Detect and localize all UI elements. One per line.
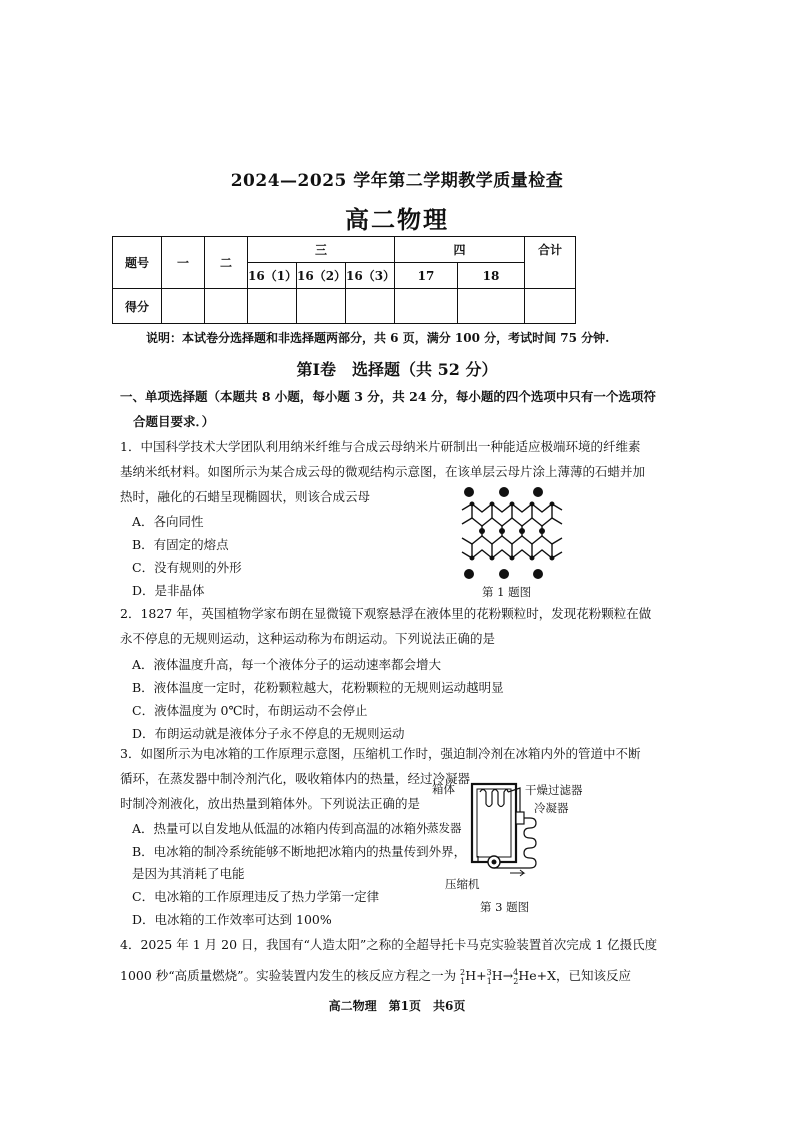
q1-option-c: C．没有规则的外形 — [132, 560, 242, 575]
col-16-1: 16（1） — [248, 263, 297, 289]
nuclear-equation: $^2_1$H+$^3_1$H→$^4_2$He+X — [460, 968, 557, 986]
page-footer: 高二物理 第1页 共6页 — [328, 999, 466, 1013]
score-table — [112, 236, 576, 324]
col-17: 17 — [395, 263, 458, 289]
col-part-1: 一 — [162, 237, 205, 289]
col-total: 合计 — [525, 237, 576, 263]
score-cell — [248, 289, 297, 324]
col-18: 18 — [458, 263, 525, 289]
col-16-3: 16（3） — [346, 263, 395, 289]
score-cell — [162, 289, 205, 324]
col-part-3: 三 — [248, 237, 395, 263]
fig-label-evaporator: 蒸发器 — [427, 821, 462, 835]
part-intro: 一、单项选择题（本题共 8 小题，每小题 3 分，共 24 分，每小题的四个选项中只有一个选项符 — [120, 389, 656, 404]
col-part-2: 二 — [205, 237, 248, 289]
col-16-2: 16（2） — [297, 263, 346, 289]
q1-line3: 热时，融化的石蜡呈现椭圆状，则该合成云母 — [120, 489, 371, 504]
q3-option-d: D．电冰箱的工作效率可达到 100% — [132, 912, 332, 927]
q1-option-b: B．有固定的熔点 — [132, 537, 229, 552]
fig-label-condenser: 冷凝器 — [534, 801, 569, 815]
exam-note: 说明：本试卷分选择题和非选择题两部分，共 6 页，满分 100 分，考试时间 75 分钟. — [146, 331, 610, 345]
fig-label-filter: 干燥过滤器 — [525, 783, 583, 797]
q1-line1: 1．中国科学技术大学团队利用纳米纤维与合成云母纳米片研制出一种能适应极端环境的纤维素 — [120, 439, 641, 454]
q1-figure-caption: 第 1 题图 — [482, 585, 532, 599]
q4-line2 — [120, 960, 631, 994]
q1-option-a: A．各向同性 — [132, 514, 204, 529]
q3-option-b-cont: 是因为其消耗了电能 — [132, 866, 245, 881]
score-cell — [525, 289, 576, 324]
total-cell — [525, 263, 576, 289]
q3-line2: 循环，在蒸发器中制冷剂汽化，吸收箱体内的热量，经过冷凝器 — [120, 771, 471, 786]
q2-option-b: B．液体温度一定时，花粉颗粒越大，花粉颗粒的无规则运动越明显 — [132, 680, 504, 695]
q3-option-a: A．热量可以自发地从低温的冰箱内传到高温的冰箱外 — [132, 821, 429, 836]
exam-title: 2024—2025 学年第二学期教学质量检查 — [230, 171, 564, 191]
q3-option-b: B．电冰箱的制冷系统能够不断地把冰箱内的热量传到外界， — [132, 844, 467, 859]
score-cell — [395, 289, 458, 324]
col-part-4: 四 — [395, 237, 525, 263]
row-label-number: 题号 — [113, 237, 162, 289]
subject-title: 高二物理 — [345, 205, 449, 234]
q3-line1: 3．如图所示为电冰箱的工作原理示意图，压缩机工作时，强迫制冷剂在冰箱内外的管道中不断 — [120, 746, 641, 761]
q3-figure-caption: 第 3 题图 — [480, 900, 530, 914]
mica-structure-figure — [458, 484, 568, 582]
q2-option-c: C．液体温度为 0℃时，布朗运动不会停止 — [132, 703, 368, 718]
q4-line2-post: ，已知该反应 — [556, 968, 632, 984]
score-cell — [346, 289, 395, 324]
score-cell — [205, 289, 248, 324]
q3-line3: 时制冷剂液化，放出热量到箱体外。下列说法正确的是 — [120, 796, 421, 811]
q1-line2: 基纳米纸材料。如图所示为某合成云母的微观结构示意图，在该单层云母片涂上薄薄的石蜡并加 — [120, 464, 646, 479]
q3-option-c: C．电冰箱的工作原理违反了热力学第一定律 — [132, 889, 380, 904]
q4-line1: 4．2025 年 1 月 20 日，我国有“人造太阳”之称的全超导托卡马克实验装置首次完成 1 亿摄氏度 — [120, 937, 658, 952]
row-label-score: 得分 — [113, 289, 162, 324]
q2-option-a: A．液体温度升高，每一个液体分子的运动速率都会增大 — [132, 657, 442, 672]
q2-line1: 2．1827 年，英国植物学家布朗在显微镜下观察悬浮在液体里的花粉颗粒时，发现花粉颗粒在做 — [120, 606, 652, 621]
part-intro-cont: 合题目要求．） — [133, 414, 215, 429]
fig-label-compressor: 压缩机 — [445, 877, 480, 891]
score-cell — [458, 289, 525, 324]
q2-option-d: D．布朗运动就是液体分子永不停息的无规则运动 — [132, 726, 405, 741]
score-cell — [297, 289, 346, 324]
q2-line2: 永不停息的无规则运动，这种运动称为布朗运动。下列说法正确的是 — [120, 631, 496, 646]
q4-line2-pre: 1000 秒“高质量燃烧”。实验装置内发生的核反应方程之一为 — [120, 968, 461, 984]
q1-option-d: D．是非晶体 — [132, 583, 205, 598]
fig-label-box: 箱体 — [432, 782, 455, 796]
section-title: 第Ⅰ卷 选择题（共 52 分） — [296, 360, 498, 379]
